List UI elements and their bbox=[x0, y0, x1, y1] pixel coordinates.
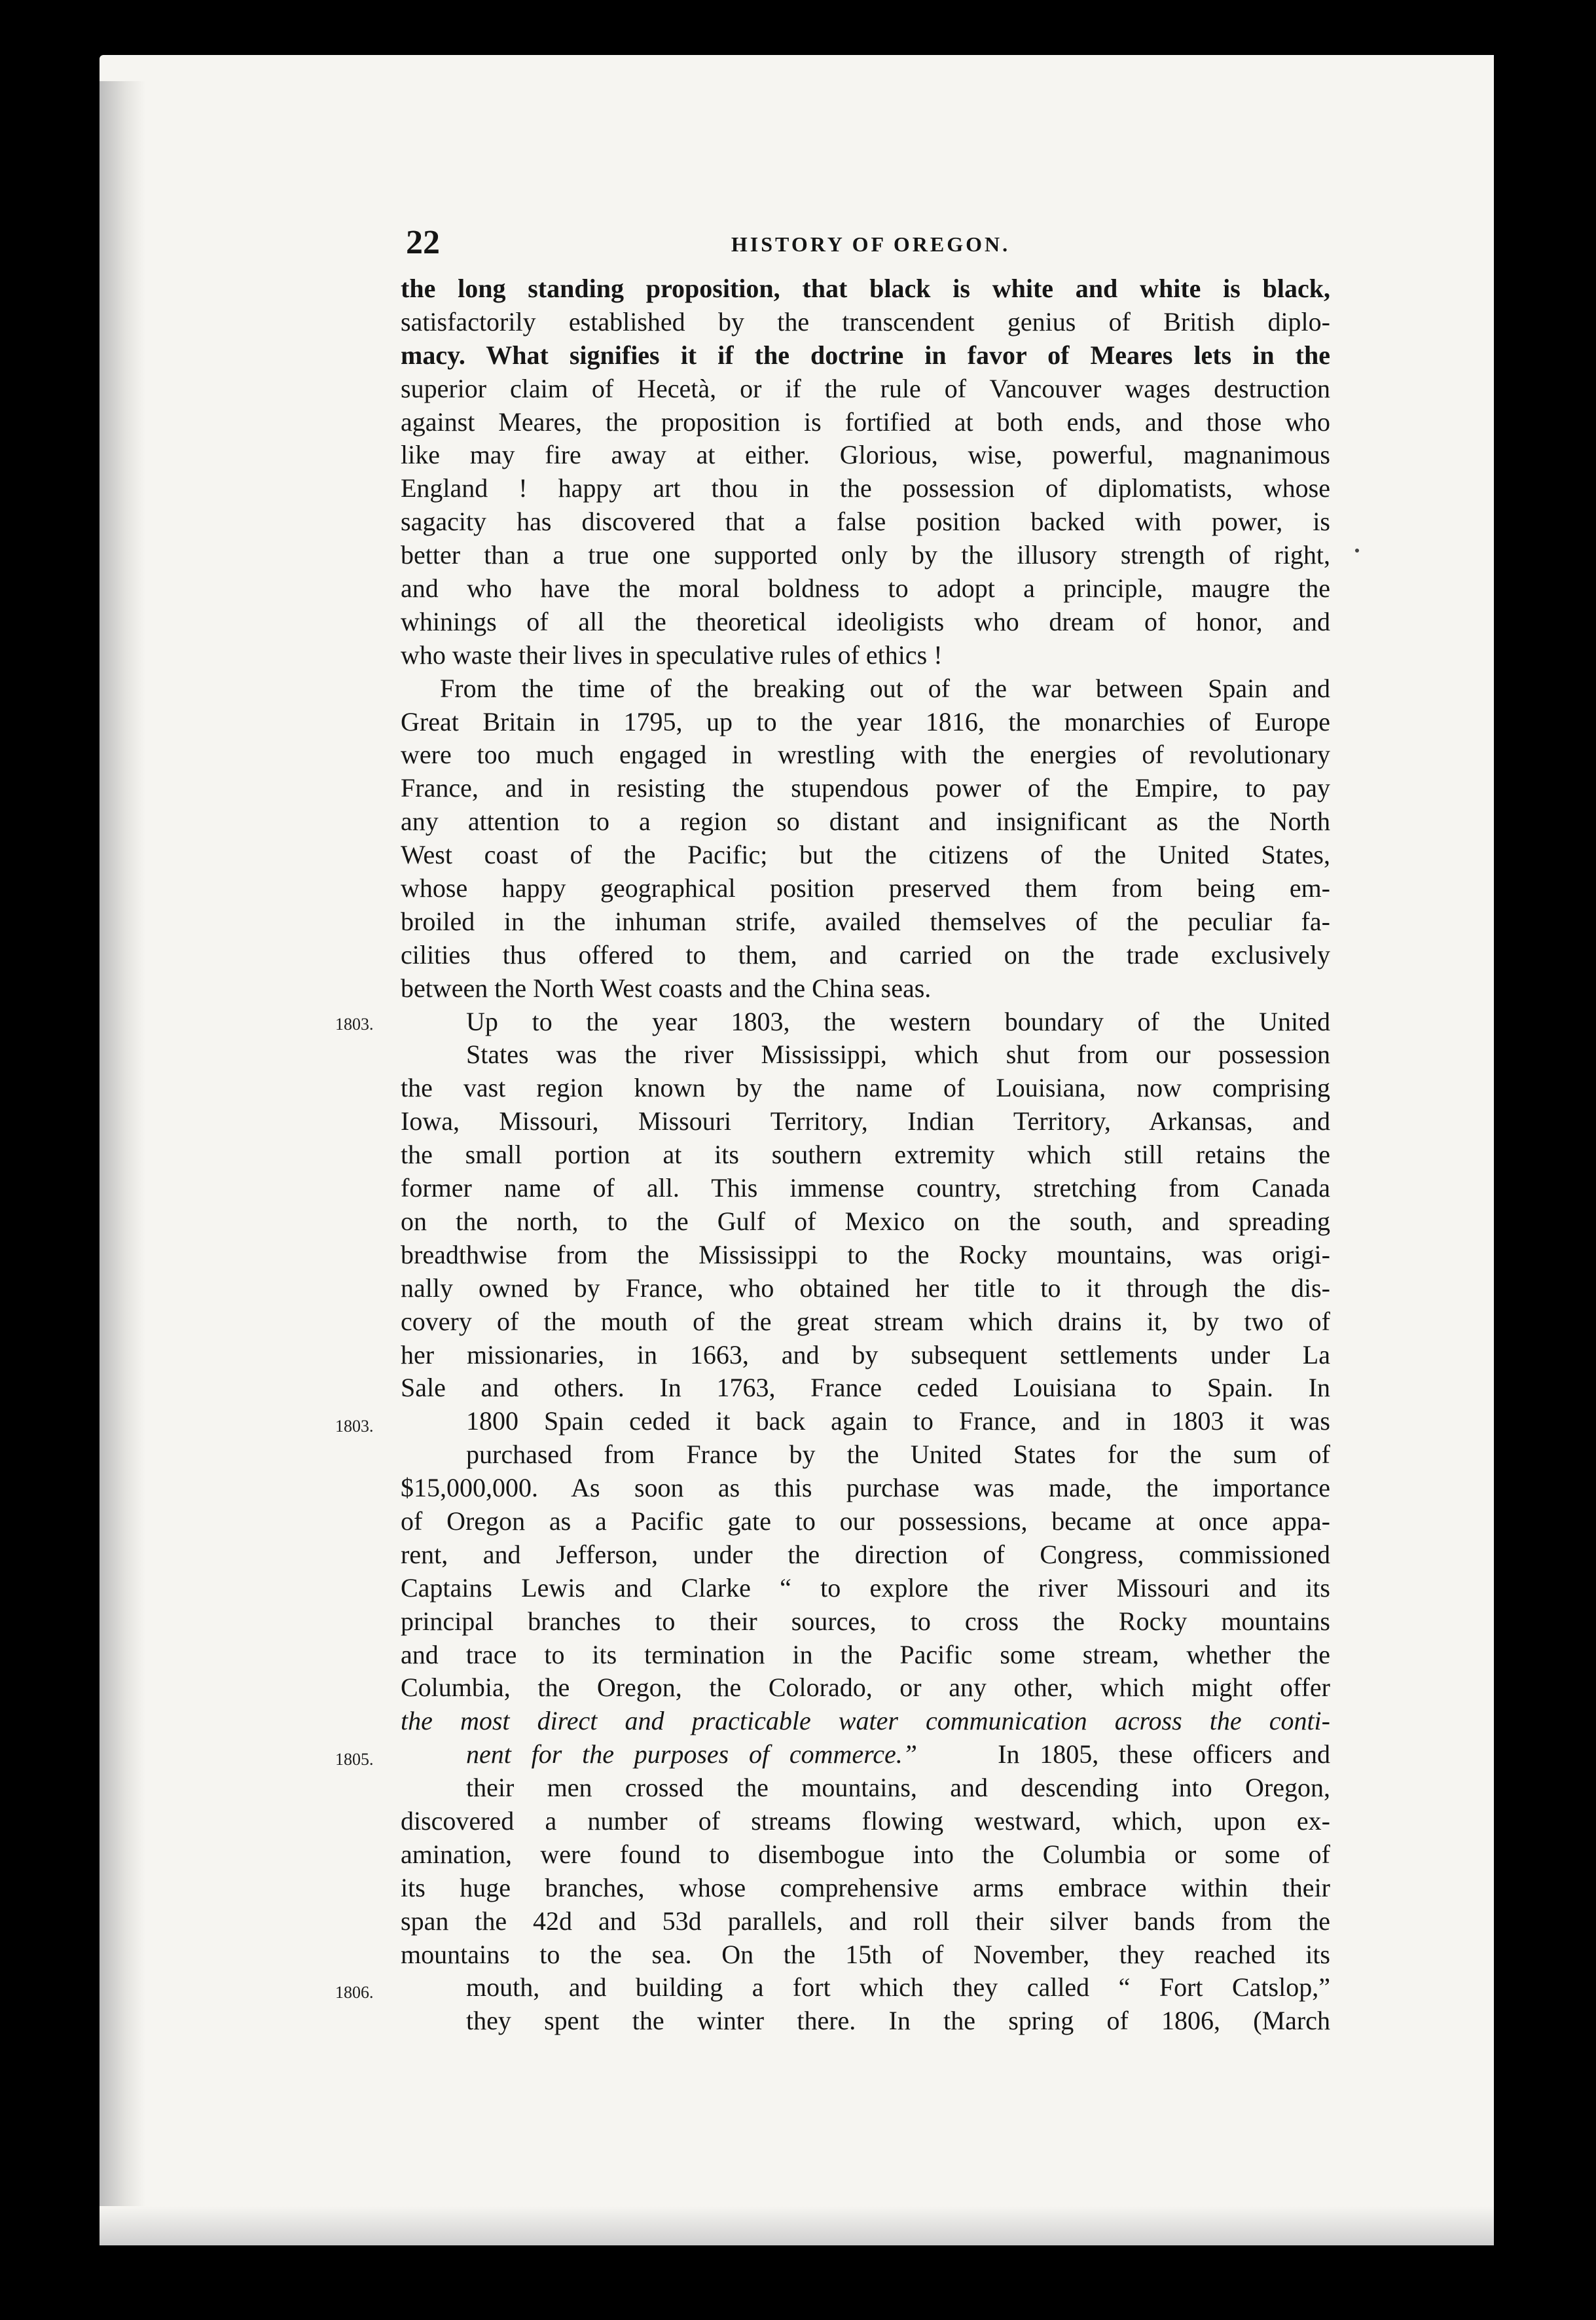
text-line-content: Up to the year 1803, the western boundary of the United bbox=[466, 1006, 1330, 1036]
text-line: who waste their lives in speculative rules of ethics ! bbox=[401, 640, 943, 670]
text-line: any attention to a region so distant and insignificant as the North bbox=[401, 807, 1330, 837]
text-line: their men crossed the mountains, and descending into Oregon, bbox=[466, 1773, 1330, 1803]
text-line: discovered a number of streams flowing westward, which, upon ex- bbox=[401, 1805, 1330, 1836]
marginal-date: 1805. bbox=[335, 1750, 374, 1769]
text-line: England ! happy art thou in the possession of diplomatists, whose bbox=[401, 473, 1330, 503]
text-line: the small portion at its southern extremity which still retains the bbox=[401, 1140, 1330, 1170]
ink-speck bbox=[1355, 549, 1359, 553]
marginal-date: 1806. bbox=[335, 1983, 374, 2003]
text-line: breadthwise from the Mississippi to the Rocky mountains, was origi- bbox=[401, 1239, 1330, 1269]
text-line: Sale and others. In 1763, France ceded Louisiana to Spain. In bbox=[401, 1373, 1330, 1403]
text-line: her missionaries, in 1663, and by subsequent settlements under La bbox=[401, 1339, 1330, 1369]
text-line: on the north, to the Gulf of Mexico on the south, and spreading bbox=[401, 1206, 1330, 1236]
text-line: and who have the moral boldness to adopt a principle, maugre the bbox=[401, 573, 1330, 604]
page-edge-shadow bbox=[100, 81, 145, 2228]
text-line bbox=[335, 1971, 1330, 2004]
text-line: amination, were found to disembogue into the Columbia or some of bbox=[401, 1839, 1330, 1869]
text-line: the long standing proposition, that black is white and white is black, bbox=[401, 274, 1330, 303]
text-line: cilities thus offered to them, and carried on the trade exclusively bbox=[401, 939, 1330, 970]
text-line bbox=[335, 1738, 1330, 1771]
text-line: whinings of all the theoretical ideoligists who dream of honor, and bbox=[401, 606, 1330, 636]
text-line: against Meares, the proposition is fortified at both ends, and those who bbox=[401, 407, 1330, 437]
text-line: purchased from France by the United States for the sum of bbox=[466, 1440, 1330, 1470]
text-line-content: mouth, and building a fort which they called “ Fort Catslop,” bbox=[466, 1972, 1330, 2003]
body-text bbox=[335, 272, 1330, 2038]
text-line: Captains Lewis and Clarke “ to explore the river Missouri and its bbox=[401, 1572, 1330, 1603]
text-line: broiled in the inhuman strife, availed themselves of the peculiar fa- bbox=[401, 906, 1330, 936]
text-line: Iowa, Missouri, Missouri Territory, Indian Territory, Arkansas, and bbox=[401, 1106, 1330, 1136]
quoted-text: nent for the purposes of commerce.” bbox=[466, 1739, 918, 1769]
text-line: satisfactorily established by the transcendent genius of British diplo- bbox=[401, 306, 1330, 336]
page-bottom-edge bbox=[100, 2206, 1494, 2245]
marginal-date: 1803. bbox=[335, 1417, 374, 1436]
text-line: and trace to its termination in the Pacific some stream, whether the bbox=[401, 1639, 1330, 1669]
text-line-content: In 1805, these officers and bbox=[998, 1739, 1330, 1769]
text-line: nally owned by France, who obtained her title to it through the dis- bbox=[401, 1273, 1330, 1303]
text-line: whose happy geographical position preserved them from being em- bbox=[401, 873, 1330, 903]
running-head: HISTORY OF OREGON. bbox=[731, 232, 1011, 256]
text-line: France, and in resisting the stupendous power of the Empire, to pay bbox=[401, 773, 1330, 803]
paragraph-start-line bbox=[335, 1006, 1330, 1039]
text-line: covery of the mouth of the great stream which drains it, by two of bbox=[401, 1306, 1330, 1336]
quoted-line: the most direct and practicable water communication across the conti- bbox=[401, 1706, 1330, 1736]
text-line bbox=[335, 1405, 1330, 1438]
text-line: the vast region known by the name of Louisiana, now comprising bbox=[401, 1073, 1330, 1103]
text-line: sagacity has discovered that a false position backed with power, is bbox=[401, 507, 1330, 537]
text-line: macy. What signifies it if the doctrine in favor of Meares lets in the bbox=[401, 340, 1330, 370]
text-line: they spent the winter there. In the spring of 1806, (March bbox=[466, 2006, 1330, 2036]
text-line: Columbia, the Oregon, the Colorado, or any other, which might offer bbox=[401, 1673, 1330, 1703]
text-line-content: 1800 Spain ceded it back again to France, and in 1803 it was bbox=[466, 1406, 1330, 1436]
text-line: like may fire away at either. Glorious, wise, powerful, magnanimous bbox=[401, 440, 1330, 470]
text-line: were too much engaged in wrestling with the energies of revolutionary bbox=[401, 740, 1330, 770]
text-line: rent, and Jefferson, under the direction of Congress, commissioned bbox=[401, 1539, 1330, 1569]
text-line: span the 42d and 53d parallels, and roll their silver bands from the bbox=[401, 1906, 1330, 1936]
text-line: between the North West coasts and the China seas. bbox=[401, 973, 932, 1003]
text-line: better than a true one supported only by the illusory strength of right, bbox=[401, 540, 1330, 570]
text-line: $15,000,000. As soon as this purchase was made, the importance bbox=[401, 1473, 1330, 1503]
text-line: States was the river Mississippi, which shut from our possession bbox=[466, 1040, 1330, 1070]
text-line: of Oregon as a Pacific gate to our possessions, became at once appa- bbox=[401, 1506, 1330, 1536]
paragraph-start-line: From the time of the breaking out of the war between Spain and bbox=[440, 673, 1330, 703]
text-line: former name of all. This immense country, stretching from Canada bbox=[401, 1173, 1330, 1203]
text-line: mountains to the sea. On the 15th of November, they reached its bbox=[401, 1939, 1330, 1969]
marginal-date: 1803. bbox=[335, 1014, 374, 1034]
page-header bbox=[406, 224, 1335, 272]
text-line: principal branches to their sources, to cross the Rocky mountains bbox=[401, 1606, 1330, 1636]
text-line: superior claim of Hecetà, or if the rule of Vancouver wages destruction bbox=[401, 373, 1330, 403]
text-line: Great Britain in 1795, up to the year 1816, the monarchies of Europe bbox=[401, 706, 1330, 736]
text-line: its huge branches, whose comprehensive arms embrace within their bbox=[401, 1872, 1330, 1902]
page-number: 22 bbox=[406, 224, 440, 261]
text-line: West coast of the Pacific; but the citizens of the United States, bbox=[401, 840, 1330, 870]
